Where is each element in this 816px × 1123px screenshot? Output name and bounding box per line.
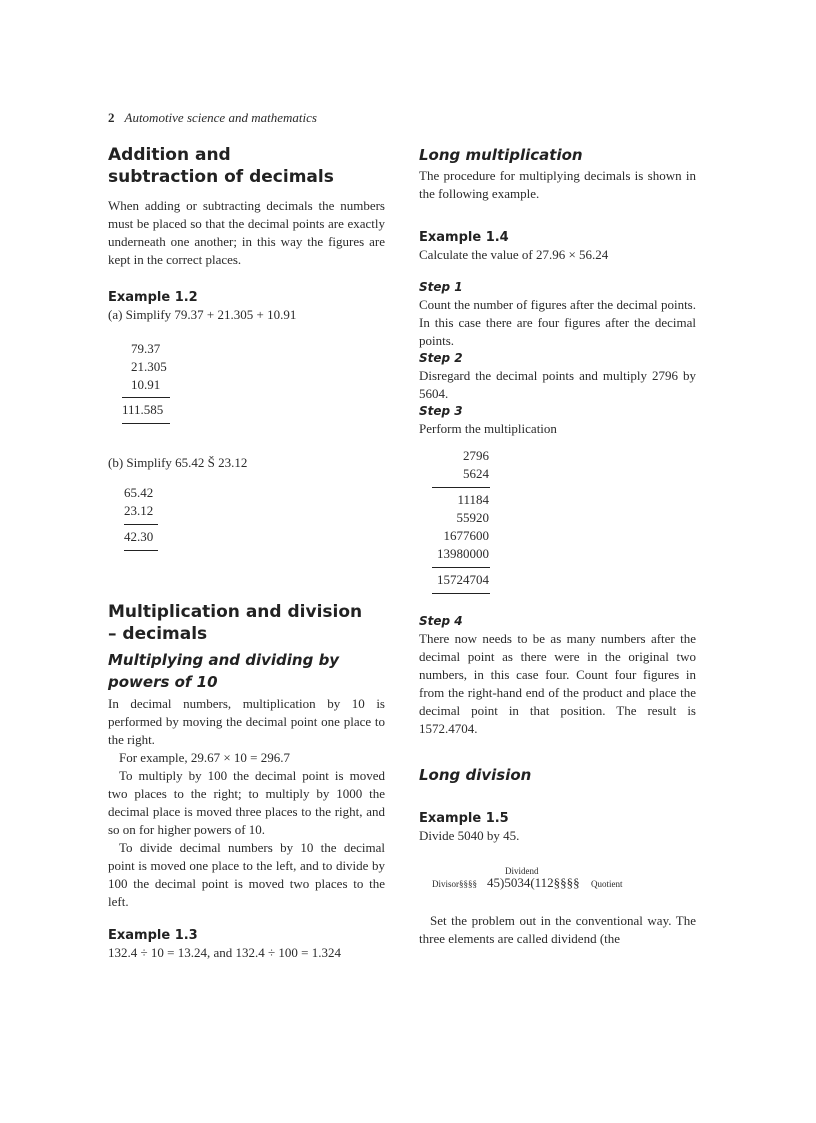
subtraction-result: 42.30 — [124, 529, 154, 544]
step-3-text: Perform the multiplication — [419, 421, 557, 436]
example-1-2a-text: (a) Simplify 79.37 + 21.305 + 10.91 — [108, 307, 297, 322]
partial-product-2: 55920 — [456, 510, 489, 525]
example-1-2-label: Example 1.2 — [108, 290, 198, 305]
sum-rule-bottom — [122, 423, 170, 424]
addition-result: 111.585 — [122, 402, 164, 417]
addend-1: 79.37 — [131, 341, 161, 356]
long-multiplication-title: Long multiplication — [419, 146, 583, 164]
multiplication-working — [432, 447, 490, 594]
long-division-title: Long division — [419, 766, 532, 784]
long-multiplication-intro: The procedure for multiplying decimals is shown in the following example. — [419, 168, 696, 201]
step-1-label: Step 1 — [419, 280, 463, 294]
step-3-label: Step 3 — [419, 404, 463, 418]
subtraction-sum — [124, 484, 158, 551]
partial-product-3: 1677600 — [443, 528, 489, 543]
step-2-label: Step 2 — [419, 351, 463, 365]
example-1-5-label: Example 1.5 — [419, 811, 509, 826]
division-layout — [419, 866, 696, 896]
left-column — [108, 144, 385, 962]
diff-rule-bottom — [124, 550, 158, 551]
right-column — [419, 144, 696, 948]
book-title: Automotive science and mathematics — [124, 110, 317, 125]
step-1-text: Count the number of figures after the decimal points. In this case there are four figures after the decimal points. — [419, 297, 696, 348]
step-4-text: There now needs to be as many numbers after the decimal point as there were in the original two numbers, in this case four. Count four figures in from the right-hand end of the product and place the decimal point in that position. The result is 1572.4704. — [419, 631, 696, 736]
powers-para-2: For example, 29.67 × 10 = 296.7 — [119, 750, 291, 765]
powers-para-3: To multiply by 100 the decimal point is moved two places to the right; to multiply by 1000 the decimal place is moved three places to the right, and so on for higher powers of 10. — [108, 768, 385, 837]
page-number: 2 — [108, 110, 115, 125]
subsection-powers-of-10: Multiplying and dividing by powers of 10 — [108, 651, 340, 691]
addend-2: 21.305 — [131, 359, 167, 374]
divisor-label: Divisor§§§§ — [432, 879, 477, 889]
addition-body: When adding or subtracting decimals the numbers must be placed so that the decimal points are exactly underneath one another; in this way the figures are kept in the correct places. — [108, 198, 385, 267]
section-title-addition: Addition and subtraction of decimals — [108, 145, 334, 187]
example-1-4-label: Example 1.4 — [419, 230, 509, 245]
example-1-5-text: Divide 5040 by 45. — [419, 828, 520, 843]
powers-para-4: To divide decimal numbers by 10 the decimal point is moved one place to the left, and to divide by 100 the decimal point is moved two places to the left. — [108, 840, 385, 909]
running-head — [108, 110, 317, 126]
mult-rule-bottom — [432, 593, 490, 594]
example-1-3-label: Example 1.3 — [108, 928, 198, 943]
powers-para-1: In decimal numbers, multiplication by 10 is performed by moving the decimal point one place to the right. — [108, 696, 385, 747]
partial-product-1: 11184 — [457, 492, 489, 507]
addend-3: 10.91 — [131, 377, 161, 392]
dividend-label: Dividend — [505, 866, 539, 876]
quotient-label: Quotient — [591, 879, 623, 889]
section-title-multiplication: Multiplication and division – decimals — [108, 602, 363, 644]
division-expression: 45)5034(112§§§§ — [487, 875, 580, 890]
minuend: 65.42 — [124, 485, 154, 500]
subtrahend: 23.12 — [124, 503, 154, 518]
example-1-4-text: Calculate the value of 27.96 × 56.24 — [419, 247, 609, 262]
multiplicand: 2796 — [463, 448, 489, 463]
multiplier: 5624 — [463, 466, 489, 481]
example-1-2b-text: (b) Simplify 65.42 Š 23.12 — [108, 455, 248, 470]
example-1-3-text: 132.4 ÷ 10 = 13.24, and 132.4 ÷ 100 = 1.324 — [108, 945, 341, 960]
partial-product-4: 13980000 — [437, 546, 489, 561]
step-4-label: Step 4 — [419, 614, 463, 628]
addition-sum — [122, 340, 170, 424]
division-closing-text: Set the problem out in the conventional way. The three elements are called dividend (the — [419, 913, 696, 946]
step-2-text: Disregard the decimal points and multiply 2796 by 5604. — [419, 368, 696, 401]
multiplication-result: 15724704 — [437, 572, 489, 587]
